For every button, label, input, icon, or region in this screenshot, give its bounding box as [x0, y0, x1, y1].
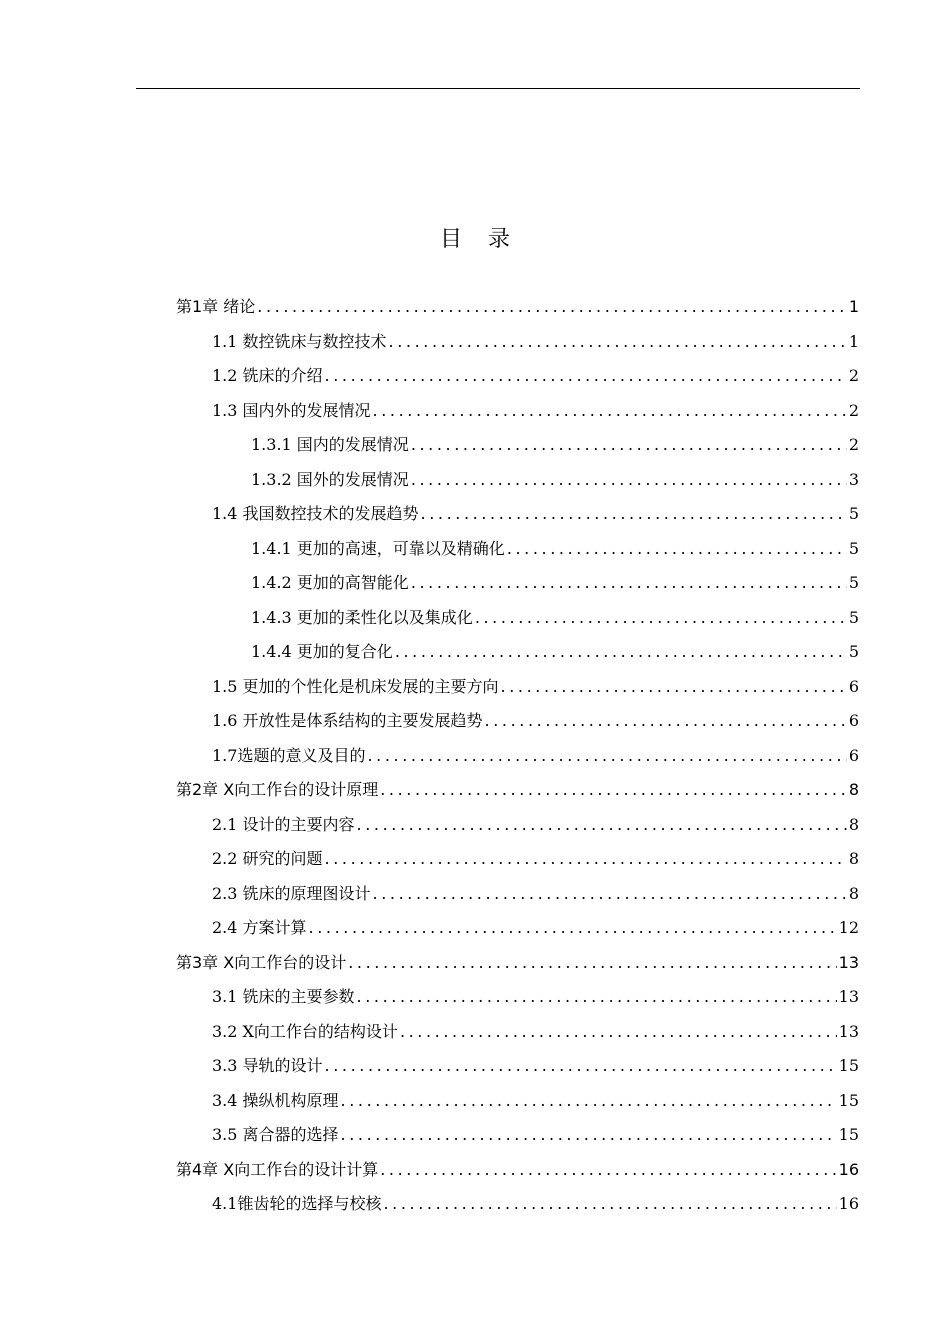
- toc-page-number: 2: [848, 435, 859, 454]
- toc-entry-label: 1.4.1 更加的高速，可靠以及精确化: [251, 538, 505, 558]
- toc-dot-leader: [380, 773, 847, 807]
- toc-entry-label: 第4章 X向工作台的设计计算: [176, 1159, 379, 1179]
- toc-section-entry[interactable]: [212, 670, 859, 704]
- toc-section-entry[interactable]: [212, 1084, 859, 1118]
- header-rule: [136, 88, 860, 89]
- toc-section-entry[interactable]: [212, 739, 859, 773]
- toc-page-number: 16: [838, 1159, 859, 1179]
- toc-entry-label: 1.4.3 更加的柔性化以及集成化: [251, 607, 473, 627]
- toc-dot-leader: [357, 808, 847, 842]
- toc-section-entry[interactable]: [212, 980, 859, 1014]
- toc-subsection-entry[interactable]: [251, 635, 859, 669]
- toc-dot-leader: [411, 463, 847, 497]
- toc-dot-leader: [485, 704, 847, 738]
- toc-page-number: 5: [848, 504, 859, 523]
- toc-dot-leader: [383, 1187, 836, 1221]
- toc-page-number: 15: [838, 1090, 859, 1110]
- toc-dot-leader: [421, 497, 847, 531]
- toc-page-number: 5: [848, 607, 859, 627]
- toc-dot-leader: [341, 1118, 837, 1152]
- toc-section-entry[interactable]: [212, 497, 859, 531]
- toc-page-number: 6: [848, 711, 859, 730]
- toc-page-number: 13: [838, 987, 859, 1006]
- toc-entry-label: 第2章 X向工作台的设计原理: [176, 780, 379, 799]
- toc-page-number: 13: [838, 1021, 859, 1041]
- toc-page-number: 2: [848, 400, 859, 420]
- toc-section-entry[interactable]: [212, 359, 859, 393]
- toc-page-number: 6: [848, 676, 859, 696]
- toc-entry-label: 1.4.4 更加的复合化: [251, 642, 393, 661]
- toc-chapter-entry[interactable]: [176, 773, 859, 807]
- toc-dot-leader: [501, 670, 847, 704]
- toc-entry-label: 3.2 X向工作台的结构设计: [212, 1021, 398, 1041]
- toc-dot-leader: [400, 1015, 837, 1049]
- toc-section-entry[interactable]: [212, 808, 859, 842]
- toc-dot-leader: [309, 911, 837, 945]
- toc-section-entry[interactable]: [212, 877, 859, 911]
- toc-section-entry[interactable]: [212, 1015, 859, 1049]
- toc-dot-leader: [373, 394, 847, 428]
- toc-dot-leader: [367, 739, 846, 773]
- toc-page-number: 8: [848, 883, 859, 903]
- toc-dot-leader: [325, 1049, 837, 1083]
- toc-entry-label: 2.1 设计的主要内容: [212, 814, 355, 834]
- toc-section-entry[interactable]: [212, 704, 859, 738]
- toc-page-number: 8: [848, 849, 859, 868]
- toc-section-entry[interactable]: [212, 394, 859, 428]
- toc-chapter-entry[interactable]: [176, 1153, 859, 1187]
- toc-entry-label: 1.3 国内外的发展情况: [212, 400, 371, 420]
- toc-page-number: 15: [838, 1125, 859, 1144]
- toc-dot-leader: [411, 566, 847, 600]
- toc-page-number: 8: [848, 814, 859, 834]
- toc-dot-leader: [257, 290, 847, 324]
- toc-entry-label: 2.3 铣床的原理图设计: [212, 883, 371, 903]
- toc-dot-leader: [357, 980, 837, 1014]
- toc-dot-leader: [389, 325, 847, 359]
- toc-entry-label: 1.5 更加的个性化是机床发展的主要方向: [212, 676, 499, 696]
- toc-page-number: 16: [838, 1194, 859, 1213]
- toc-entry-label: 3.5 离合器的选择: [212, 1125, 339, 1144]
- toc-page-number: 8: [848, 780, 859, 799]
- toc-subsection-entry[interactable]: [251, 566, 859, 600]
- toc-section-entry[interactable]: [212, 911, 859, 945]
- toc-subsection-entry[interactable]: [251, 532, 859, 566]
- toc-entry-label: 1.7选题的意义及目的: [212, 745, 366, 765]
- toc-page-number: 13: [838, 952, 859, 972]
- toc-page-number: 1: [848, 297, 859, 316]
- toc-dot-leader: [325, 359, 847, 393]
- toc-entry-label: 1.1 数控铣床与数控技术: [212, 331, 387, 351]
- toc-page-number: 6: [848, 745, 859, 765]
- toc-entry-label: 1.4.2 更加的高智能化: [251, 573, 409, 592]
- toc-chapter-entry[interactable]: [176, 946, 859, 980]
- toc-dot-leader: [348, 946, 836, 980]
- toc-entry-label: 1.4 我国数控技术的发展趋势: [212, 504, 419, 523]
- toc-subsection-entry[interactable]: [251, 601, 859, 635]
- toc-chapter-entry[interactable]: [176, 290, 859, 324]
- toc-page-number: 5: [848, 642, 859, 661]
- toc-entry-label: 1.2 铣床的介绍: [212, 366, 323, 385]
- toc-section-entry[interactable]: [212, 1187, 859, 1221]
- page-title: 目录: [439, 227, 536, 252]
- toc-entry-label: 4.1锥齿轮的选择与校核: [212, 1194, 382, 1213]
- toc-dot-leader: [475, 601, 847, 635]
- toc-subsection-entry[interactable]: [251, 428, 859, 462]
- toc-page-number: 3: [848, 469, 859, 489]
- toc-section-entry[interactable]: [212, 842, 859, 876]
- toc-entry-label: 第1章 绪论: [176, 297, 256, 316]
- toc-dot-leader: [373, 877, 847, 911]
- toc-dot-leader: [380, 1153, 836, 1187]
- toc-entry-label: 2.2 研究的问题: [212, 849, 323, 868]
- toc-entry-label: 3.1 铣床的主要参数: [212, 987, 355, 1006]
- toc-section-entry[interactable]: [212, 325, 859, 359]
- toc-dot-leader: [341, 1084, 837, 1118]
- toc-page-number: 5: [848, 573, 859, 592]
- toc-dot-leader: [325, 842, 847, 876]
- toc-dot-leader: [507, 532, 847, 566]
- toc-section-entry[interactable]: [212, 1049, 859, 1083]
- toc-page-number: 12: [838, 918, 859, 937]
- toc-page-number: 1: [848, 331, 859, 351]
- toc-subsection-entry[interactable]: [251, 463, 859, 497]
- toc-entry-label: 2.4 方案计算: [212, 918, 307, 937]
- toc-entry-label: 3.4 操纵机构原理: [212, 1090, 339, 1110]
- toc-entry-label: 1.3.1 国内的发展情况: [251, 435, 409, 454]
- toc-dot-leader: [411, 428, 847, 462]
- toc-entry-label: 1.3.2 国外的发展情况: [251, 469, 409, 489]
- toc-page-number: 2: [848, 366, 859, 385]
- toc-section-entry[interactable]: [212, 1118, 859, 1152]
- toc-entry-label: 第3章 X向工作台的设计: [176, 952, 347, 972]
- toc-dot-leader: [395, 635, 847, 669]
- toc-entry-label: 3.3 导轨的设计: [212, 1056, 323, 1075]
- toc-page-number: 15: [838, 1056, 859, 1075]
- toc-entry-label: 1.6 开放性是体系结构的主要发展趋势: [212, 711, 483, 730]
- toc-page-number: 5: [848, 538, 859, 558]
